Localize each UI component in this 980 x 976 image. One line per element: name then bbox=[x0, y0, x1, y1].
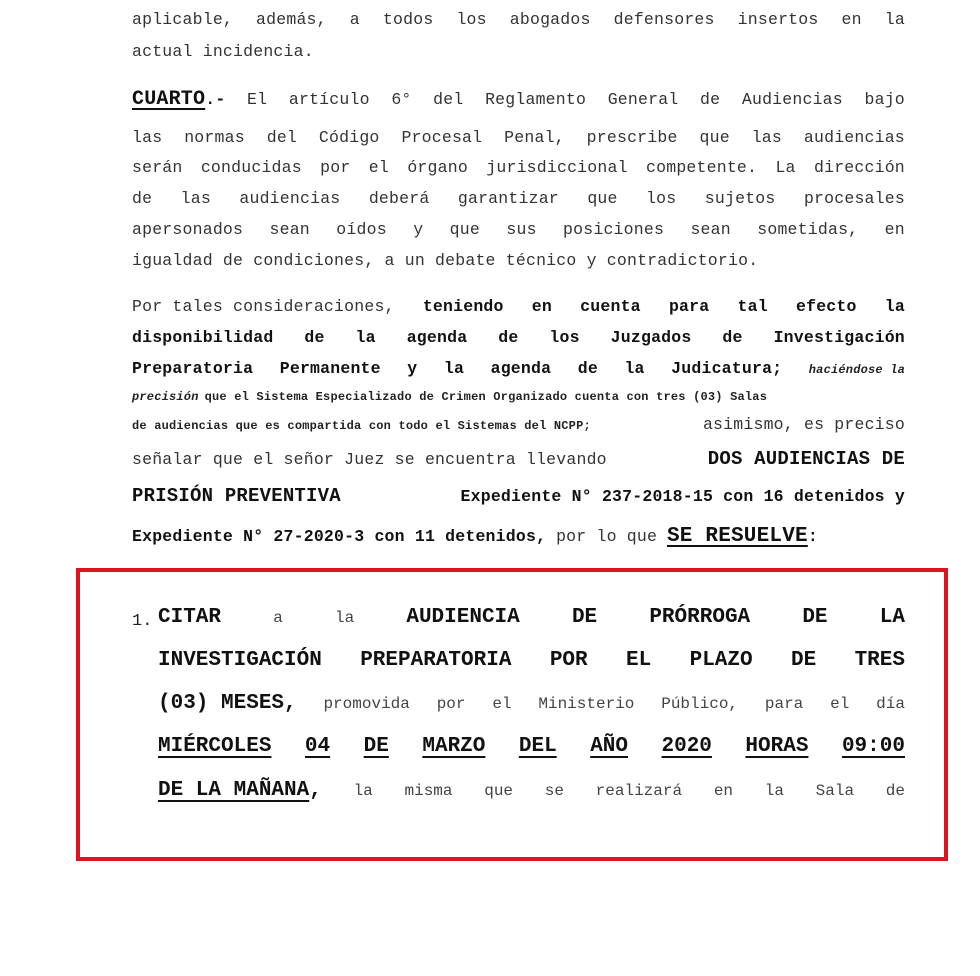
word: las bbox=[132, 128, 163, 147]
word: la bbox=[884, 297, 905, 316]
word: y bbox=[413, 220, 424, 239]
text-run: (03) MESES, bbox=[158, 692, 297, 715]
word: General bbox=[607, 90, 679, 109]
word: cuenta bbox=[580, 297, 641, 316]
word: Público, bbox=[661, 695, 739, 713]
word: abogados bbox=[509, 10, 591, 29]
word: Preparatoria bbox=[132, 359, 254, 378]
word: tal bbox=[737, 297, 768, 316]
word: PREPARATORIA bbox=[360, 649, 512, 672]
word: día bbox=[876, 695, 905, 713]
word: a bbox=[349, 10, 360, 29]
word: EL bbox=[626, 649, 652, 672]
word: el bbox=[368, 158, 390, 177]
word: aplicable, bbox=[132, 10, 234, 29]
word: del bbox=[266, 128, 298, 147]
word: 2020 bbox=[661, 735, 712, 758]
word: Permanente bbox=[279, 359, 381, 378]
paragraph-line bbox=[132, 189, 905, 208]
text-run: actual incidencia. bbox=[132, 42, 314, 61]
paragraph-line bbox=[132, 525, 905, 548]
word: PLAZO bbox=[689, 649, 753, 672]
text-run: DE LA MAÑANA, bbox=[158, 779, 322, 802]
word: DE bbox=[790, 649, 817, 672]
text-run: Por tales consideraciones, bbox=[132, 297, 395, 316]
word: sometidas, bbox=[757, 220, 859, 239]
word: los bbox=[549, 328, 580, 347]
text-run: Expediente N° 237-2018-15 con 16 detenidos y bbox=[460, 487, 905, 506]
word: LA bbox=[879, 606, 905, 629]
word: Sala bbox=[815, 782, 855, 800]
word: POR bbox=[549, 649, 588, 672]
word: que bbox=[587, 189, 618, 208]
paragraph-line bbox=[132, 251, 905, 270]
word: que bbox=[449, 220, 480, 239]
word: por bbox=[436, 695, 466, 713]
word: 6° bbox=[391, 90, 412, 109]
word: que bbox=[699, 128, 730, 147]
paragraph-line bbox=[132, 359, 905, 378]
text-run: PRISIÓN PREVENTIVA bbox=[132, 485, 341, 507]
word: 09:00 bbox=[841, 735, 905, 758]
word: HORAS bbox=[745, 735, 809, 758]
word: Procesal bbox=[401, 128, 483, 147]
word: a bbox=[273, 609, 283, 627]
text-run: señalar que el señor Juez se encuentra llevando bbox=[132, 450, 607, 469]
word: DE bbox=[571, 606, 598, 629]
paragraph-line bbox=[132, 328, 905, 347]
word: la bbox=[764, 782, 784, 800]
word: el bbox=[830, 695, 850, 713]
word: CITAR bbox=[158, 606, 222, 629]
word: la bbox=[355, 328, 376, 347]
word: 04 bbox=[304, 735, 331, 758]
text-run: igualdad de condiciones, a un debate técnico y contradictorio. bbox=[132, 251, 759, 270]
word: en bbox=[531, 297, 553, 316]
word: MARZO bbox=[422, 735, 486, 758]
word: del bbox=[433, 90, 464, 109]
word: efecto bbox=[796, 297, 857, 316]
text-run: asimismo, es preciso bbox=[702, 415, 905, 434]
paragraph-line bbox=[132, 415, 905, 434]
word: normas bbox=[184, 128, 245, 147]
word: AUDIENCIA bbox=[406, 606, 520, 629]
word: los bbox=[646, 189, 677, 208]
word: sus bbox=[506, 220, 537, 239]
paragraph-line bbox=[132, 297, 905, 316]
word: de bbox=[498, 328, 519, 347]
word: órgano bbox=[407, 158, 468, 177]
word: la bbox=[334, 609, 355, 627]
word: agenda bbox=[490, 359, 552, 378]
word: TRES bbox=[854, 649, 905, 672]
word: para bbox=[764, 695, 804, 713]
word: jurisdiccional bbox=[486, 158, 628, 177]
word: INVESTIGACIÓN bbox=[158, 649, 322, 672]
word: DEL bbox=[518, 735, 557, 758]
paragraph-line bbox=[132, 128, 905, 147]
text-run: por lo que bbox=[556, 527, 658, 546]
word: todos bbox=[382, 10, 434, 29]
paragraph-line bbox=[132, 88, 905, 111]
paragraph-line bbox=[132, 485, 905, 507]
word: defensores bbox=[613, 10, 715, 29]
word: procesales bbox=[803, 189, 905, 208]
resolution-line bbox=[158, 735, 905, 758]
word: bajo bbox=[864, 90, 905, 109]
word: el bbox=[492, 695, 512, 713]
word: deberá bbox=[368, 189, 430, 208]
word: AÑO bbox=[590, 735, 628, 758]
text-run: DOS AUDIENCIAS DE bbox=[707, 448, 905, 470]
word: Judicatura; bbox=[671, 359, 783, 378]
word: la bbox=[624, 359, 645, 378]
text-run: precisión bbox=[132, 390, 199, 404]
text-run: Expediente N° 27-2020-3 con 11 detenidos, bbox=[132, 527, 547, 546]
list-number: 1. bbox=[132, 612, 153, 631]
word: audiencias bbox=[803, 128, 905, 147]
word: de bbox=[700, 90, 721, 109]
word: además, bbox=[256, 10, 327, 29]
word: agenda bbox=[406, 328, 468, 347]
resolution-line bbox=[158, 649, 905, 672]
word: Ministerio bbox=[538, 695, 635, 713]
word: de bbox=[304, 328, 325, 347]
word: oídos bbox=[336, 220, 387, 239]
se-resuelve-heading: SE RESUELVE: bbox=[666, 525, 818, 548]
word: serán bbox=[132, 158, 183, 177]
word: apersonados bbox=[132, 220, 244, 239]
paragraph-line bbox=[132, 42, 905, 61]
word: de bbox=[132, 189, 153, 208]
word: de bbox=[722, 328, 743, 347]
word: sean bbox=[690, 220, 731, 239]
word: por bbox=[320, 158, 351, 177]
word: la bbox=[353, 782, 373, 800]
word: DE bbox=[363, 735, 389, 758]
word: MIÉRCOLES bbox=[158, 735, 272, 758]
word: que bbox=[484, 782, 514, 800]
word: DE bbox=[802, 606, 828, 629]
word: y bbox=[407, 359, 418, 378]
word: Investigación bbox=[773, 328, 905, 347]
word: las bbox=[180, 189, 211, 208]
word: de bbox=[577, 359, 598, 378]
word: La bbox=[775, 158, 796, 177]
word: en bbox=[713, 782, 734, 800]
word: la bbox=[443, 359, 465, 378]
paragraph-line bbox=[132, 220, 905, 239]
paragraph-line bbox=[132, 158, 905, 177]
word: Reglamento bbox=[485, 90, 587, 109]
word: posiciones bbox=[563, 220, 665, 239]
word: de bbox=[885, 782, 905, 800]
word: El bbox=[247, 90, 268, 109]
word: dirección bbox=[813, 158, 905, 177]
word: para bbox=[668, 297, 710, 316]
word: las bbox=[751, 128, 782, 147]
word: Penal, bbox=[504, 128, 565, 147]
word: disponibilidad bbox=[132, 328, 274, 347]
resolution-line bbox=[158, 779, 905, 802]
word: haciéndose la bbox=[808, 363, 905, 377]
word: Código bbox=[318, 128, 380, 147]
resolution-line bbox=[158, 692, 905, 715]
word: artículo bbox=[288, 90, 370, 109]
word: teniendo bbox=[422, 297, 504, 316]
word: misma bbox=[404, 782, 453, 800]
paragraph-line bbox=[132, 448, 905, 470]
word: Audiencias bbox=[741, 90, 843, 109]
word: competente. bbox=[646, 158, 758, 177]
word: la bbox=[884, 10, 905, 29]
word: insertos bbox=[737, 10, 819, 29]
word: realizará bbox=[595, 782, 683, 800]
word: conducidas bbox=[200, 158, 302, 177]
word: PRÓRROGA bbox=[649, 606, 751, 629]
word: sujetos bbox=[704, 189, 776, 208]
resolution-line bbox=[158, 606, 905, 629]
word: en bbox=[884, 220, 905, 239]
word: garantizar bbox=[457, 189, 559, 208]
paragraph-line bbox=[132, 390, 905, 404]
text-run: que el Sistema Especializado de Crimen Organizado cuenta con tres (03) Salas bbox=[204, 390, 768, 404]
word: los bbox=[456, 10, 487, 29]
word: prescribe bbox=[586, 128, 678, 147]
paragraph-line bbox=[132, 10, 905, 29]
word: se bbox=[544, 782, 564, 800]
word: promovida bbox=[323, 695, 410, 713]
word: Juzgados bbox=[610, 328, 692, 347]
word: en bbox=[841, 10, 862, 29]
text-run: de audiencias que es compartida con todo el Sistemas del NCPP; bbox=[132, 419, 591, 433]
word: audiencias bbox=[239, 189, 341, 208]
word: sean bbox=[269, 220, 310, 239]
cuarto-heading: CUARTO.- bbox=[132, 88, 226, 111]
